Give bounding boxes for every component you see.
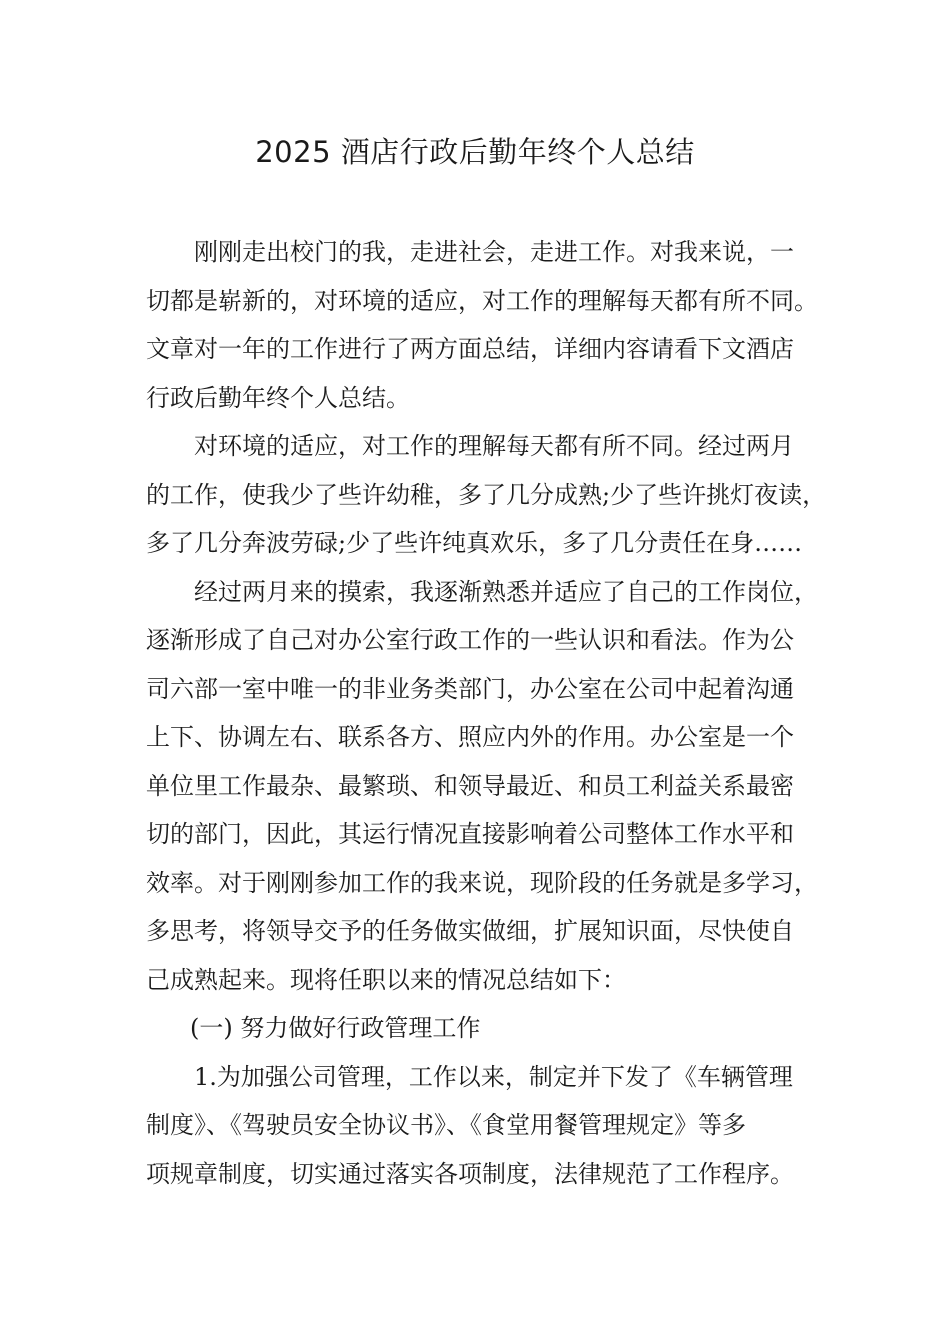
body-line: 的工作，使我少了些许幼稚，多了几分成熟;少了些许挑灯夜读，	[146, 480, 827, 509]
body-line: 项规章制度，切实通过落实各项制度，法律规范了工作程序。	[146, 1159, 794, 1188]
body-line: 上下、协调左右、联系各方、照应内外的作用。办公室是一个	[146, 723, 794, 751]
body-line: 切都是崭新的，对环境的适应，对工作的理解每天都有所不同。	[146, 286, 818, 315]
body-line: 多了几分奔波劳碌;少了些许纯真欢乐，多了几分责任在身……	[146, 529, 803, 557]
body-line: 对环境的适应，对工作的理解每天都有所不同。经过两月	[194, 432, 794, 460]
body-line: 文章对一年的工作进行了两方面总结，详细内容请看下文酒店	[146, 335, 794, 363]
body-line: 刚刚走出校门的我，走进社会，走进工作。对我来说，一	[194, 238, 794, 266]
body-line: 制度》、《驾驶员安全协议书》、《食堂用餐管理规定》等多	[146, 1111, 746, 1139]
body-line: 单位里工作最杂、最繁琐、和领导最近、和员工利益关系最密	[146, 771, 794, 800]
body-line: 经过两月来的摸索，我逐渐熟悉并适应了自己的工作岗位，	[194, 577, 818, 606]
document-title: 2025 酒店行政后勤年终个人总结	[255, 135, 695, 169]
body-line: 行政后勤年终个人总结。	[146, 383, 410, 412]
body-line: 司六部一室中唯一的非业务类部门，办公室在公司中起着沟通	[146, 674, 794, 703]
body-line: 1.为加强公司管理，工作以来，制定并下发了《车辆管理	[194, 1062, 793, 1091]
body-line: 多思考，将领导交予的任务做实做细，扩展知识面，尽快使自	[146, 917, 794, 945]
body-line: 己成熟起来。现将任职以来的情况总结如下：	[146, 965, 626, 994]
document-body	[146, 228, 827, 1198]
body-line: (一) 努力做好行政管理工作	[190, 1014, 481, 1042]
body-line: 切的部门，因此，其运行情况直接影响着公司整体工作水平和	[146, 820, 794, 848]
body-line: 效率。对于刚刚参加工作的我来说，现阶段的任务就是多学习，	[146, 868, 818, 897]
body-line: 逐渐形成了自己对办公室行政工作的一些认识和看法。作为公	[146, 626, 794, 654]
